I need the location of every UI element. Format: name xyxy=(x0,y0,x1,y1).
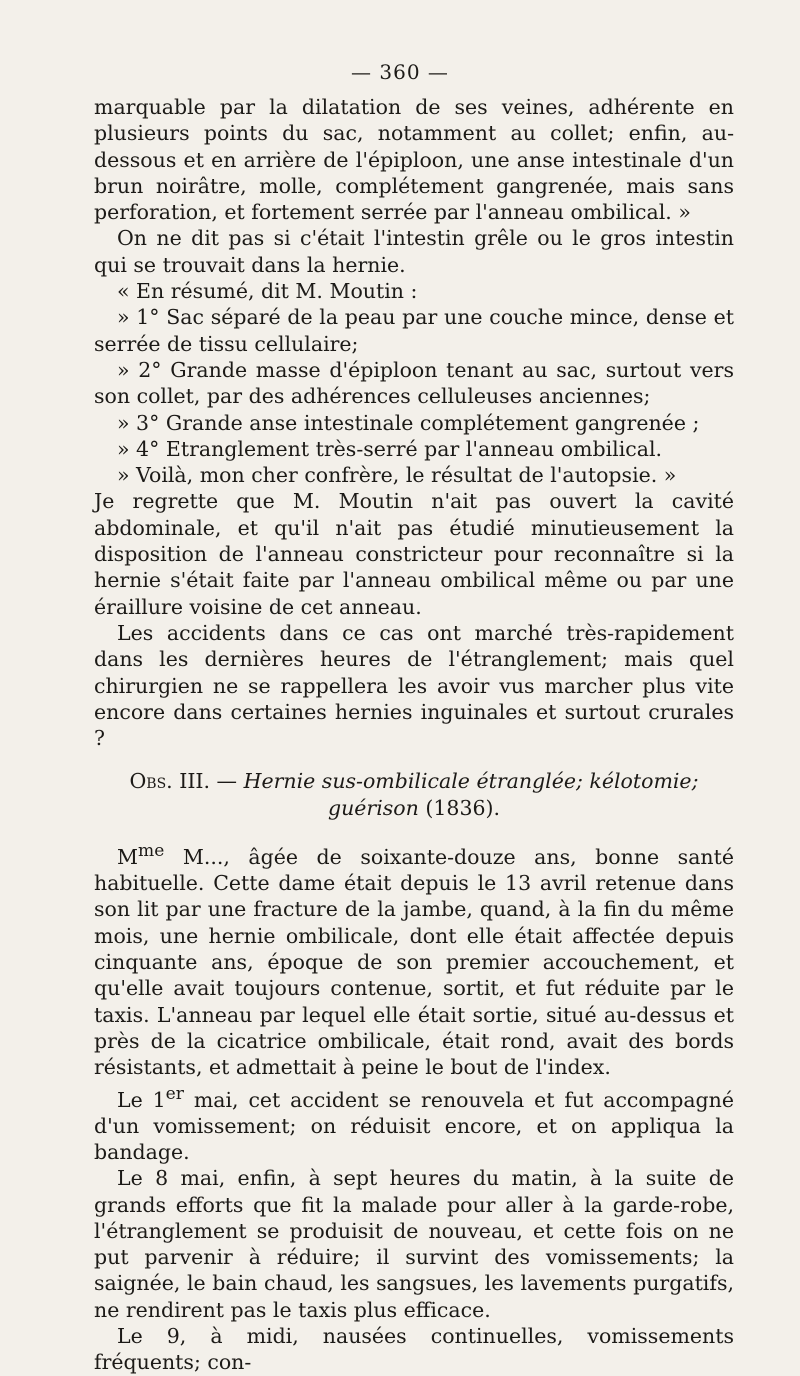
paragraph: » 4° Etranglement très-serré par l'anneau ombilical. xyxy=(117,436,663,461)
superscript: me xyxy=(138,841,165,862)
paragraph-text: Le 9, à midi, nausées continuelles, vomissements fréquents; con- xyxy=(94,1324,734,1375)
paragraph-prefix: Le 1 xyxy=(117,1087,166,1112)
paragraph xyxy=(94,1081,734,1166)
page-number: — 360 — xyxy=(351,60,449,84)
paragraph: » 2° Grande masse d'épiploon tenant au sac, surtout vers son collet, par des adhérences celluleuses anciennes; xyxy=(94,357,734,409)
paragraph: marquable par la dilatation de ses veines, adhérente en plusieurs points du sac, notamment au collet; enfin, au-dessous et en arrière de l'épiploon, une anse intestinale d'un brun noirâtre, molle, complétement gangrenée, mais sans perforation, et fortement serrée par l'anneau ombilical. » xyxy=(94,95,734,225)
observation-year: (1836). xyxy=(418,795,501,820)
paragraph: « En résumé, dit M. Moutin : xyxy=(117,279,418,304)
paragraph: Je regrette que M. Moutin n'ait pas ouvert la cavité abdominale, et qu'il n'ait pas étudié minutieusement la disposition de l'anneau constricteur pour reconnaître si la hernie s'était faite par l'anneau ombilical même ou par une éraillure voisine de cet anneau. xyxy=(94,489,734,619)
observation-title-continued: guérison xyxy=(327,795,419,820)
paragraph-text: Le 8 mai, enfin, à sept heures du matin, à la suite de grands efforts que fit la malade pour aller à la garde-robe, l'étranglement se produisit de nouveau, et cette fois on ne put parvenir à réduire; il survint des vomissements; la saignée, le bain chaud, les sangsues, les lavements purgatifs, ne rendirent pas le taxis plus efficace. xyxy=(94,1166,734,1322)
paragraph: » 3° Grande anse intestinale complétement gangrenée ; xyxy=(117,410,700,435)
paragraph-text: M..., âgée de soixante-douze ans, bonne santé habituelle. Cette dame était depuis le 13 avril retenue dans son lit par une fracture de la jambe, quand, à la fin du même mois, une hernie ombilicale, dont elle était affectée depuis cinquante ans, époque de son premier accouchement, et qu'elle avait toujours contenue, sortit, et fut réduite par le taxis. L'anneau par lequel elle était sortie, situé au-dessus et près de la cicatrice ombilicale, était rond, avait des bords résistants, et admettait à peine le bout de l'index. xyxy=(94,844,734,1080)
page-body xyxy=(94,94,734,1376)
paragraph-prefix: M xyxy=(117,844,138,869)
paragraph: On ne dit pas si c'était l'intestin grêle ou le gros intestin qui se trouvait dans la hernie. xyxy=(94,226,734,277)
paragraph-text: mai, cet accident se renouvela et fut accompagné d'un vomissement; on réduisit encore, et on appliqua la bandage. xyxy=(94,1087,734,1164)
observation-title: Hernie sus-ombilicale étranglée; kélotomie; xyxy=(243,769,699,794)
paragraph: » 1° Sac séparé de la peau par une couche mince, dense et serrée de tissu cellulaire; xyxy=(94,305,734,356)
paragraph: Les accidents dans ce cas ont marché très-rapidement dans les dernières heures de l'étranglement; mais quel chirurgien ne se rappellera les avoir vus marcher plus vite encore dans certaines hernies inguinales et surtout crurales ? xyxy=(94,620,734,751)
observation-heading-line-2 xyxy=(94,795,734,821)
paragraph xyxy=(94,1323,734,1376)
observation-heading xyxy=(94,768,734,821)
observation-label: Obs. III. — xyxy=(129,769,238,794)
observation-heading-line-1 xyxy=(94,768,734,794)
superscript: er xyxy=(165,1083,184,1104)
paragraph: » Voilà, mon cher confrère, le résultat de l'autopsie. » xyxy=(117,463,677,488)
paragraph xyxy=(94,838,734,1081)
paragraph xyxy=(94,1165,734,1323)
